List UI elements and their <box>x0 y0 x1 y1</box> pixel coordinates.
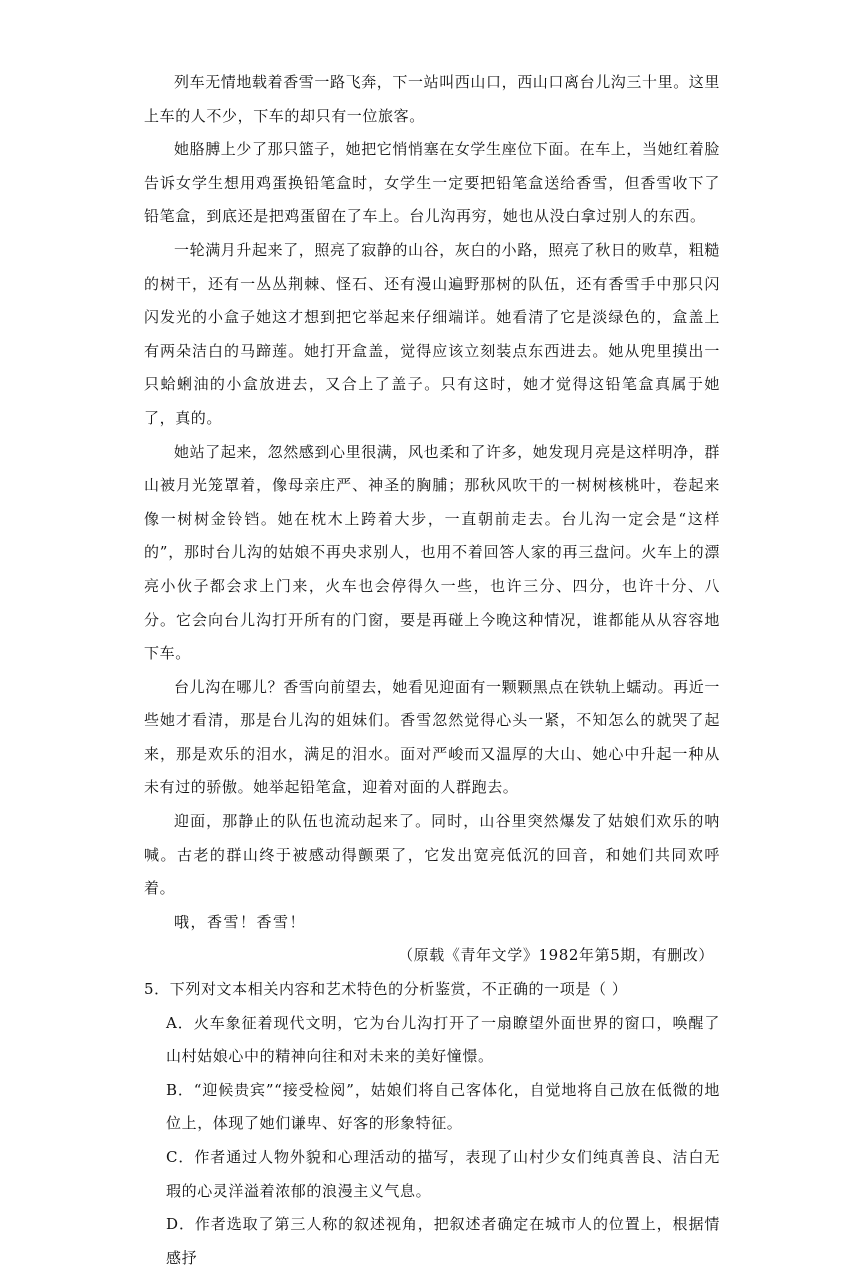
question-option-d: D．作者选取了第三人称的叙述视角，把叙述者确定在城市人的位置上，根据情感抒 <box>166 1215 720 1267</box>
question-option-a: A．火车象征着现代文明，它为台儿沟打开了一扇瞭望外面世界的窗口，唤醒了山村姑娘心中的精神向往和对未来的美好憧憬。 <box>166 1013 720 1066</box>
passage-paragraph-3: 一轮满月升起来了，照亮了寂静的山谷，灰白的小路，照亮了秋日的败草，粗糙的树干，还有一丛丛荆棘、怪石、还有漫山遍野那树的队伍，还有香雪手中那只闪闪发光的小盒子她这才想到把它举起来仔细端详。她看清了它是淡绿色的，盒盖上有两朵洁白的马蹄莲。她打开盒盖，觉得应该立刻装点东西进去。她从兜里摸出一只蛤蜊油的小盒放进去，又合上了盖子。只有这时，她才觉得这铅笔盒真属于她了，真的。 <box>144 240 721 427</box>
passage-paragraph-6: 迎面，那静止的队伍也流动起来了。同时，山谷里突然爆发了姑娘们欢乐的呐喊。古老的群山终于被感动得颤栗了，它发出宽亮低沉的回音，和她们共同欢呼着。 <box>144 812 720 898</box>
passage <box>144 66 720 973</box>
passage-source-note: （原载《青年文学》1982年第5期，有删改） <box>398 946 714 965</box>
passage-paragraph-4: 她站了起来，忽然感到心里很满，风也柔和了许多，她发现月亮是这样明净，群山被月光笼罩着，像母亲庄严、神圣的胸脯；那秋风吹干的一树树核桃叶，卷起来像一树树金铃铛。她在枕木上跨着大步，一直朝前走去。台儿沟一定会是“这样的”，那时台儿沟的姑娘不再央求别人，也用不着回答人家的再三盘问。火车上的漂亮小伙子都会求上门来，火车也会停得久一些，也许三分、四分，也许十分、八分。它会向台儿沟打开所有的门窗，要是再碰上今晚这种情况，谁都能从从容容地下车。 <box>144 442 721 663</box>
question-option-b: B．“迎候贵宾”“接受检阅”，姑娘们将自己客体化，自觉地将自己放在低微的地位上，体现了她们谦卑、好客的形象特征。 <box>166 1080 720 1133</box>
question-block <box>144 973 720 1275</box>
passage-paragraph-2: 她胳膊上少了那只篮子，她把它悄悄塞在女学生座位下面。在车上，当她红着脸告诉女学生想用鸡蛋换铅笔盒时，女学生一定要把铅笔盒送给香雪，但香雪收下了铅笔盒，到底还是把鸡蛋留在了车上。台儿沟再穷，她也从没白拿过别人的东西。 <box>144 140 721 226</box>
passage-paragraph-1: 列车无情地载着香雪一路飞奔，下一站叫西山口，西山口离台儿沟三十里。这里上车的人不少，下车的却只有一位旅客。 <box>144 73 721 125</box>
passage-paragraph-5: 台儿沟在哪儿？香雪向前望去，她看见迎面有一颗颗黑点在铁轨上蠕动。再近一些她才看清，那是台儿沟的姐妹们。香雪忽然觉得心头一紧，不知怎么的就哭了起来，那是欢乐的泪水，满足的泪水。面对严峻而又温厚的大山、她心中升起一种从未有过的骄傲。她举起铅笔盒，迎着对面的人群跑去。 <box>144 677 721 797</box>
passage-exclamation: 哦，香雪！香雪！ <box>174 912 307 931</box>
question-stem: 5．下列对文本相关内容和艺术特色的分析鉴赏，不正确的一项是（ ） <box>144 980 628 999</box>
question-option-c: C．作者通过人物外貌和心理活动的描写，表现了山村少女们纯真善良、洁白无瑕的心灵洋溢着浓郁的浪漫主义气息。 <box>166 1148 720 1200</box>
